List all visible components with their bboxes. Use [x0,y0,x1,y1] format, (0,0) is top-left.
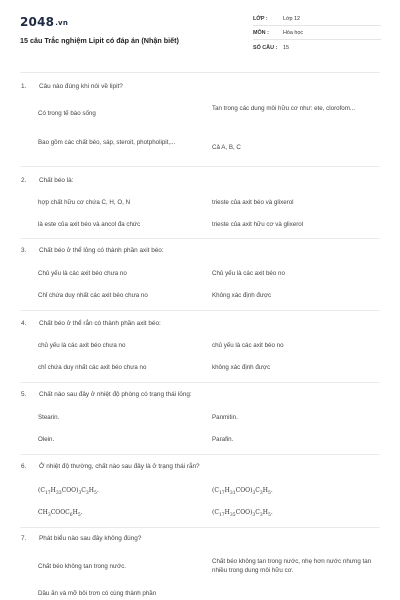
q3-option-d[interactable]: Không xác định được [212,292,272,299]
divider [20,527,380,528]
question-4: 4. Chất béo ở thể rắn có thành phần axit béo: [21,320,161,327]
q5-option-d[interactable]: Parafin. [212,436,234,443]
document-title: 15 câu Trắc nghiệm Lipit có đáp án (Nhận biết) [20,36,179,45]
q3-option-b[interactable]: Chủ yếu là các axit béo no [212,270,285,277]
question-2: 2. Chất béo là: [21,177,74,184]
divider [20,454,380,455]
q7-option-c[interactable]: Dầu ăn và mỡ bôi trơn có cùng thành phần [38,590,157,597]
divider [20,382,380,383]
question-1: 1. Câu nào đúng khi nói về lipit? [21,83,123,90]
question-5: 5. Chất nào sau đây ở nhiệt độ phòng có trạng thái lỏng: [21,391,192,398]
q3-option-a[interactable]: Chủ yếu là các axit béo chưa no [38,270,127,277]
q4-option-b[interactable]: chủ yếu là các axit béo no [212,342,284,349]
q6-option-b[interactable]: $(C_{17}H_{31}COO)_3C_3H_5$. [212,487,273,497]
q5-option-a[interactable]: Stearin. [38,414,60,421]
question-3: 3. Chất béo ở thể lỏng có thành phần axit béo: [21,247,164,254]
q1-option-a[interactable]: Có trong tế bào sống [38,110,96,117]
q5-option-c[interactable]: Olein. [38,436,55,443]
q4-option-d[interactable]: không xác định được [212,364,271,371]
q3-option-c[interactable]: Chỉ chứa duy nhất các axit béo chưa no [38,292,148,299]
q5-option-b[interactable]: Panmitin. [212,414,238,421]
page-header [0,0,400,70]
q2-option-d[interactable]: trieste của axit hữu cơ và glixerol [212,221,304,228]
header-divider [20,72,380,73]
q4-option-a[interactable]: chủ yếu là các axit béo chưa no [38,342,126,349]
divider [20,166,380,167]
q1-option-d[interactable]: Cả A, B, C [212,144,241,151]
q7-option-a[interactable]: Chất béo không tan trong nước. [38,563,127,570]
q6-option-d[interactable]: $(C_{17}H_{35}COO)_3C_3H_5$. [212,509,273,519]
meta-question-count: SỐ CÂU : 15 [253,45,289,51]
q4-option-c[interactable]: chỉ chứa duy nhất các axit béo chưa no [38,364,147,371]
q6-option-a[interactable]: $(C_{17}H_{33}COO)_3C_3H_5$. [38,487,99,497]
q2-option-b[interactable]: trieste của axit béo và glixerol [212,199,294,206]
q2-option-a[interactable]: hợp chất hữu cơ chứa C, H, O, N [38,199,131,206]
q2-option-c[interactable]: là este của axit béo và ancol đa chức [38,221,141,228]
site-logo[interactable]: 2048.vn [20,15,69,29]
divider [20,238,380,239]
question-6: 6. Ở nhiệt độ thường, chất nào sau đây là ở trạng thái rắn? [21,463,200,470]
q6-option-c[interactable]: $CH_3COOC_6H_5$. [38,509,83,519]
q1-option-c[interactable]: Bao gồm các chất béo, sáp, steroit, photpholipit,... [38,139,176,146]
meta-grade: LỚP : Lớp 12 [253,16,301,22]
q7-option-b[interactable]: Chất béo không tan trong nước, nhẹ hơn nước nhưng tan nhiều trong dung môi hữu cơ. [212,558,372,574]
divider [20,310,380,311]
q1-option-b[interactable]: Tan trong các dung môi hữu cơ như: ete, clorofom... [212,105,356,112]
meta-subject: MÔN : Hóa học [253,30,304,36]
question-7: 7. Phát biểu nào sau đây không đúng? [21,535,142,542]
